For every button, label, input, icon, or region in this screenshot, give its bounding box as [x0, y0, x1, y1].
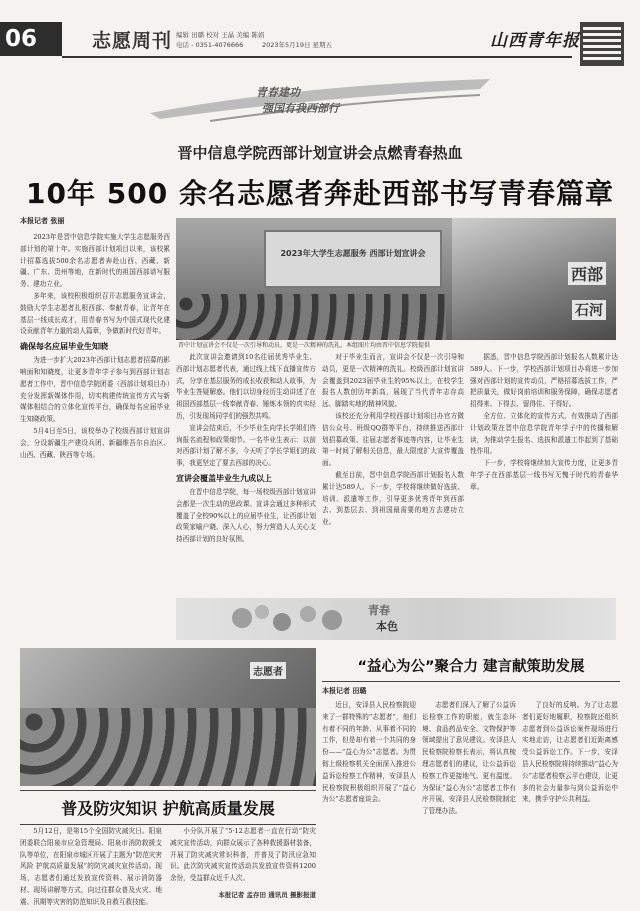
main-headline: 10年 500 余名志愿者奔赴西部书写青春篇章	[26, 177, 614, 210]
left-story-headline: 普及防灾知识 护航高质量发展	[20, 790, 316, 825]
feature-column-1	[20, 232, 170, 640]
masthead-rule	[62, 56, 572, 58]
feature-paragraph: 宣讲会结束后，不少毕业生向学长学姐们咨询报名流程和政策细节。一名毕业生表示：以前对西部计划了解不多，今天听了学长学姐们的故事，我更坚定了要去西部的决心。	[176, 423, 316, 468]
qr-code	[580, 22, 624, 66]
feature-paragraph: 此次宣讲会邀请到10名往届优秀毕业生、西部计划志愿者代表，通过线上线下直播宣传方式，分享在基层服务的成长收获和动人故事，为毕业生答疑解惑。他们以切身经历生动讲述了在祖国西部基层一线奉献青春、锤炼本领的真实经历，引发现场同学们的强烈共鸣。	[176, 353, 316, 420]
feature-column-2	[176, 352, 316, 582]
feature-paragraph: 多年来，该校积极组织召开志愿服务宣讲会，鼓励大学生志愿者扎根西部、奉献青春，让青年在基层一线成长成才，用青春书写为中国式现代化建设贡献青年力量的动人篇章，争做新时代好青年。	[20, 291, 170, 336]
feature-column-3	[322, 352, 464, 592]
section-title: 志愿周刊	[92, 30, 173, 52]
phone-line: 电话 - 0351-4076666	[176, 41, 244, 49]
photo-caption: 晋中计划宣讲会不仅是一次引导和动员，更是一次精神的洗礼。本组图片均由晋中信息学院提供	[178, 342, 431, 349]
byline: 本报记者 张丽	[20, 217, 65, 225]
feature-paragraph: 为进一步扩大2023年西部计划志愿者招募的影响面和知晓度，让更多青年学子参与到西部计划志愿者工作中，晋中信息学院团委（西部计划项目办）充分发挥新媒体作用，切实构建传统宣传方式与新媒体相结合的立体化宣传平台，确保每名应届毕业生知晓政策。	[20, 356, 170, 424]
subheading-1: 确保每名应届毕业生知晓	[20, 342, 108, 352]
right-story-paragraph: 了良好的反响。为了让志愿者们更好地履职，检察院还组织志愿者到公益诉讼案件现场进行实地走访，让志愿者们近距离感受公益诉讼工作。下一步，安泽县人民检察院将持续推动“益心为公”志愿者检察云平台建设，让更多的社会力量参与到公益诉讼中来，携手守护公共利益。	[522, 701, 618, 804]
left-photo-sign: 志愿者	[250, 662, 286, 679]
banner-line-1: 青春建功	[256, 86, 300, 99]
feature-column-4	[470, 352, 618, 592]
left-story-byline: 本报记者 孟存田 通讯员 摄影报道	[218, 891, 316, 899]
right-story-column-2	[422, 700, 516, 900]
feature-paragraph: 下一步，学校将继续加大宣传力度，让更多青年学子在西部基层一线书写无愧于时代的青春华章。	[470, 459, 618, 491]
left-story-paragraph: 小分队开展了“5·12志愿者一直在行动”防灾减灾宣传活动，向群众展示了各种救援器材装备，开展了防灾减灾常识科普，并普及了防汛应急知识。此次防灾减灾宣传活动共发放宣传资料1200余份，受益群众近千人次。	[170, 827, 316, 883]
staff-line: 编辑 田璐 校对 王晶 美编 陈娟	[176, 31, 265, 39]
subheading-2: 宣讲会覆盖毕业生九成以上	[176, 473, 272, 483]
stage-screen-text: 2023年大学生志愿服务 西部计划宣讲会	[280, 249, 426, 258]
left-story-column-2	[170, 826, 316, 888]
feature-paragraph: 全方位、立体化的宣传方式，有效推动了西部计划政策在晋中信息学院青年学子中的传播和解读，为推动学生报名、选拔和派遣工作起到了基础性作用。	[470, 411, 618, 456]
right-story-paragraph: 志愿者们深入了解了公益诉讼检察工作的职能，就生态环境、食品药品安全、文物保护等领域提出了意见建议。安泽县人民检察院检察长表示，将认真梳理志愿者们的建议，让公益诉讼检察工作更接地气、更有温度。为保证“益心为公”志愿者工作有序开展，安泽县人民检察院制定了管理办法。	[422, 701, 516, 816]
newspaper-logo: 山西青年报	[490, 31, 580, 51]
kicker: 晋中信息学院西部计划宣讲会点燃青春热血	[177, 144, 463, 162]
audience	[176, 294, 446, 340]
feature-photo	[176, 218, 616, 340]
feature-paragraph: 该校还充分利用学校西部计划项目办官方微信公众号、班级QQ群等平台，持续推送西部计划招募政策、往届志愿者事迹等内容，让毕业生第一时间了解相关信息，最大限度扩大宣传覆盖面。	[322, 411, 464, 468]
feature-paragraph: 对于毕业生而言，宣讲会不仅是一次引导和动员，更是一次精神的洗礼。校级西部计划宣讲会覆盖到2023届毕业生的95%以上，在校学生报名人数创历年新高，展现了当代青年志存高远、脚踏实地的精神风貌。	[322, 353, 464, 409]
right-story-paragraph: 近日，安泽县人民检察院迎来了一群特殊的“志愿者”，他们有着不同的年龄、从事着不同的工作，但是却有着一个共同的身份——“益心为公”志愿者。为贯彻上级检察机关全面深入推进公益诉讼检察工作精神，安泽县人民检察院积极组织开展了“益心为公”志愿者座谈会。	[322, 701, 416, 804]
feature-paragraph: 2023年是晋中信息学院实施大学生志愿服务西部计划的第十年。实施西部计划项目以来，该校累计招募选拔500余名志愿者奔赴山西、西藏、新疆、广东、贵州等地，在新时代的祖国西部谱写服务、建功立业。	[20, 233, 170, 289]
spring-subtitle: 本色	[376, 620, 398, 633]
stage-screen	[264, 230, 442, 288]
feature-paragraph: 据悉，晋中信息学院西部计划报名人数累计达589人。下一步，学校西部计划项目办将进一步加强对西部计划的宣传动员，严格招募选拔工作，严把质量关，做好岗前培训和服务保障，确保志愿者招得来、下得去、留得住、干得好。	[470, 353, 618, 409]
right-story-column-1	[322, 700, 416, 900]
left-story-photo	[20, 648, 316, 786]
left-story-paragraph: 5月12日，是第15个全国防灾减灾日。阳泉团委联合阳泉市应急管理局、阳泉市消防救援支队等单位，在阳泉市城区开展了主题为“防范灾害风险 护航高质量发展”的防灾减灾宣传活动。现场，志愿者们通过发放宣传资料、展示消防器材、现场讲解等方式，向过往群众普及火灾、地震、汛期等灾害的防范知识及自救互救技能。	[20, 827, 162, 906]
page-number: 06	[5, 26, 38, 52]
right-story-byline: 本报记者 田璐	[322, 687, 367, 695]
left-story-column-1	[20, 826, 162, 906]
photo-sign-2: 石河	[572, 300, 606, 320]
right-story-headline: “益心为公”聚合力 建言献策助发展	[322, 650, 620, 682]
crowd	[20, 708, 316, 786]
floral-decoration	[222, 600, 362, 638]
feature-paragraph: 在晋中信息学院，每一场校级西部计划宣讲会都是一次生动的思政课。宣讲会通过多种形式覆盖了全校90%以上的应届毕业生，让西部计划政策家喻户晓、深入人心，努力营造人人关心支持西部计划的良好氛围。	[176, 487, 316, 544]
right-story-column-3	[522, 700, 618, 900]
spring-title: 青春	[368, 604, 390, 617]
feature-paragraph: 5月4日至5日，该校举办了校级西部计划宣讲会，分设新疆生产建设兵团、新疆维吾尔自治区、山西、西藏、陕西等专场。	[20, 426, 170, 459]
date-line: 2023年5月19日 星期五	[262, 41, 333, 49]
banner-line-2: 强国有我西部行	[262, 102, 339, 115]
photo-sign-1: 西部	[568, 262, 606, 285]
feature-paragraph: 截至目前，晋中信息学院西部计划报名人数累计达589人。下一步，学校将继续做好选拔、培训、派遣等工作，引导更多优秀青年到西部去、到基层去、到祖国最需要的地方去建功立业。	[322, 470, 464, 527]
